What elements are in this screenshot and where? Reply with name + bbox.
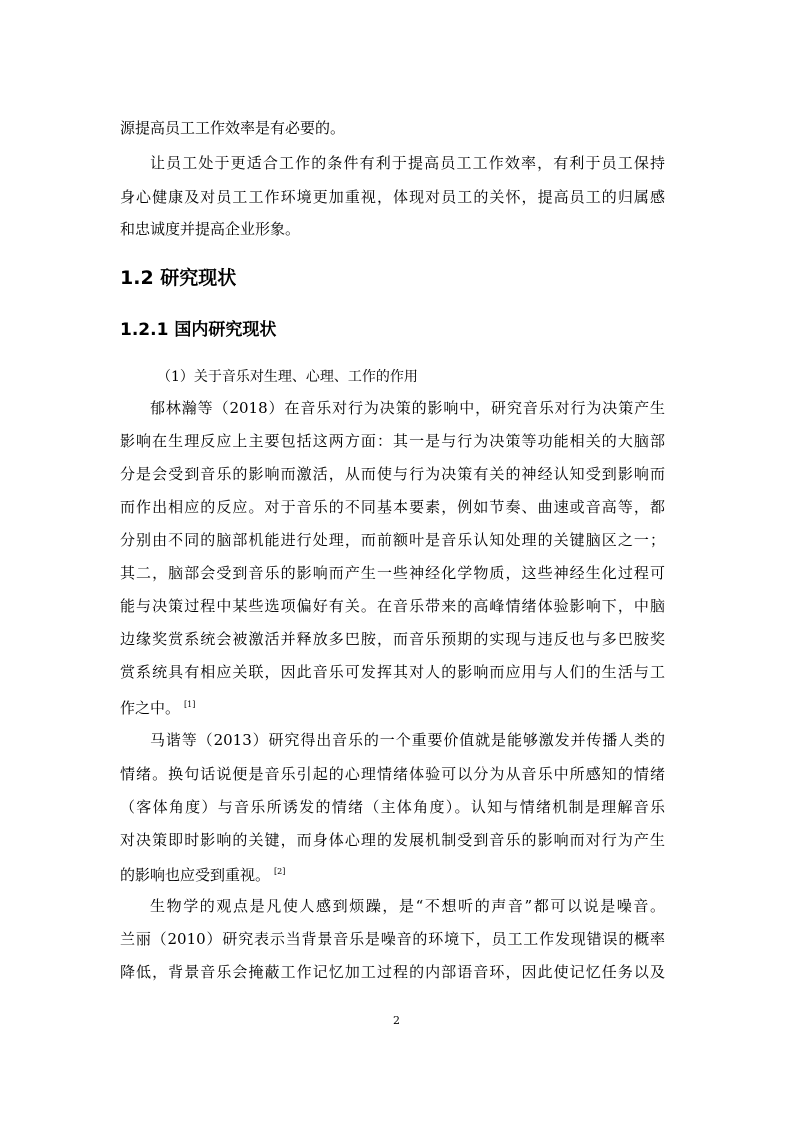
- section-heading: 1.2 研究现状: [120, 267, 237, 289]
- citation-ref: [2]: [274, 867, 286, 876]
- paragraph-text: 的影响也应受到重视。: [120, 866, 271, 884]
- paragraph-line: 和忠诚度并提高企业形象。: [120, 220, 301, 238]
- item-heading: （1）关于音乐对生理、心理、工作的作用: [157, 369, 418, 385]
- subsection-heading: 1.2.1 国内研究现状: [120, 320, 277, 340]
- paragraph-line: 分是会受到音乐的影响而激活，从而使与行为决策有关的神经认知受到影响而: [120, 465, 665, 483]
- paragraph-line: 郁林瀚等（2018）在音乐对行为决策的影响中，研究音乐对行为决策产生: [150, 399, 665, 417]
- paragraph-line: 身心健康及对员工工作环境更加重视，体现对员工的关怀，提高员工的归属感: [120, 188, 665, 206]
- paragraph-line: 其二，脑部会受到音乐的影响而产生一些神经化学物质，这些神经生化过程可: [120, 564, 665, 582]
- paragraph-line: [120, 695, 665, 718]
- paragraph-line: 让员工处于更适合工作的条件有利于提高员工工作效率，有利于员工保持: [150, 154, 665, 172]
- paragraph-line: 兰丽（2010）研究表示当背景音乐是噪音的环境下，员工工作发现错误的概率: [120, 930, 665, 948]
- page-number: 2: [393, 1014, 400, 1027]
- paragraph-line: 而作出相应的反应。对于音乐的不同基本要素，例如节奏、曲速或音高等，都: [120, 498, 665, 516]
- paragraph-line: [120, 862, 665, 885]
- paragraph-line: 赏系统具有相应关联，因此音乐可发挥其对人的影响而应用与人们的生活与工: [120, 663, 665, 681]
- paragraph-line: （客体角度）与音乐所诱发的情绪（主体角度）。认知与情绪机制是理解音乐: [120, 798, 665, 816]
- paragraph-line: 马谐等（2013）研究得出音乐的一个重要价值就是能够激发并传播人类的: [150, 731, 665, 749]
- citation-ref: [1]: [184, 700, 196, 709]
- paragraph-line: 源提高员工工作效率是有必要的。: [120, 119, 346, 137]
- paragraph-line: 情绪。换句话说便是音乐引起的心理情绪体验可以分为从音乐中所感知的情绪: [120, 765, 665, 783]
- paragraph-text: 作之中。: [120, 699, 181, 717]
- paragraph-line: 分别由不同的脑部机能进行处理，而前额叶是音乐认知处理的关键脑区之一；: [120, 531, 665, 549]
- paragraph-line: 生物学的观点是凡使人感到烦躁，是“不想听的声音”都可以说是噪音。: [150, 897, 665, 915]
- paragraph-line: 影响在生理反应上主要包括这两方面：其一是与行为决策等功能相关的大脑部: [120, 432, 665, 450]
- paragraph-line: 降低，背景音乐会掩蔽工作记忆加工过程的内部语音环，因此使记忆任务以及: [120, 963, 665, 981]
- paragraph-line: 对决策即时影响的关键，而身体心理的发展机制受到音乐的影响而对行为产生: [120, 831, 665, 849]
- paragraph-line: 能与决策过程中某些选项偏好有关。在音乐带来的高峰情绪体验影响下，中脑: [120, 597, 665, 615]
- paragraph-line: 边缘奖赏系统会被激活并释放多巴胺，而音乐预期的实现与违反也与多巴胺奖: [120, 630, 665, 648]
